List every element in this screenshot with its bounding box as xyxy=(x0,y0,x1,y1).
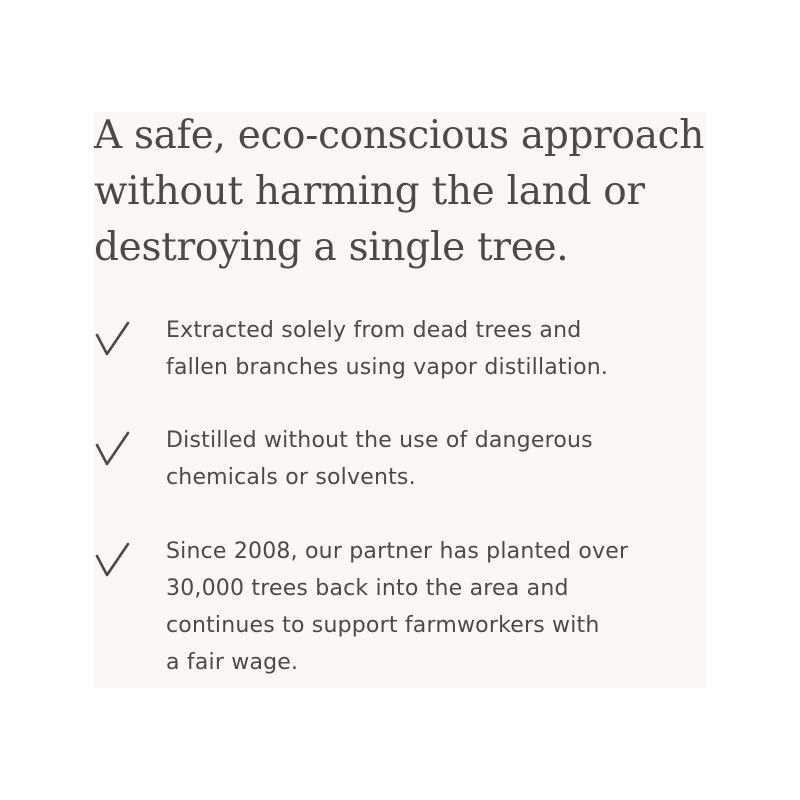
benefit-text-line: 30,000 trees back into the area and xyxy=(166,576,569,601)
headline-line: destroying a single tree. xyxy=(94,225,569,270)
benefit-text-line: continues to support farmworkers with xyxy=(166,613,600,638)
benefit-text-line: a fair wage. xyxy=(166,650,299,675)
checkmark-icon xyxy=(94,539,134,579)
benefit-text xyxy=(166,533,726,681)
benefit-text-line: chemicals or solvents. xyxy=(166,465,416,490)
benefit-text xyxy=(166,422,726,496)
checkmark-icon xyxy=(94,428,134,468)
benefit-text-line: Extracted solely from dead trees and xyxy=(166,318,582,343)
checkmark-icon xyxy=(94,318,134,358)
headline xyxy=(94,108,734,276)
headline-line: without harming the land or xyxy=(94,169,645,214)
benefit-text-line: Since 2008, our partner has planted over xyxy=(166,539,629,564)
benefit-text-line: fallen branches using vapor distillation. xyxy=(166,355,609,380)
benefit-text-line: Distilled without the use of dangerous xyxy=(166,428,593,453)
benefit-text xyxy=(166,312,726,386)
headline-line: A safe, eco-conscious approach xyxy=(94,113,705,158)
